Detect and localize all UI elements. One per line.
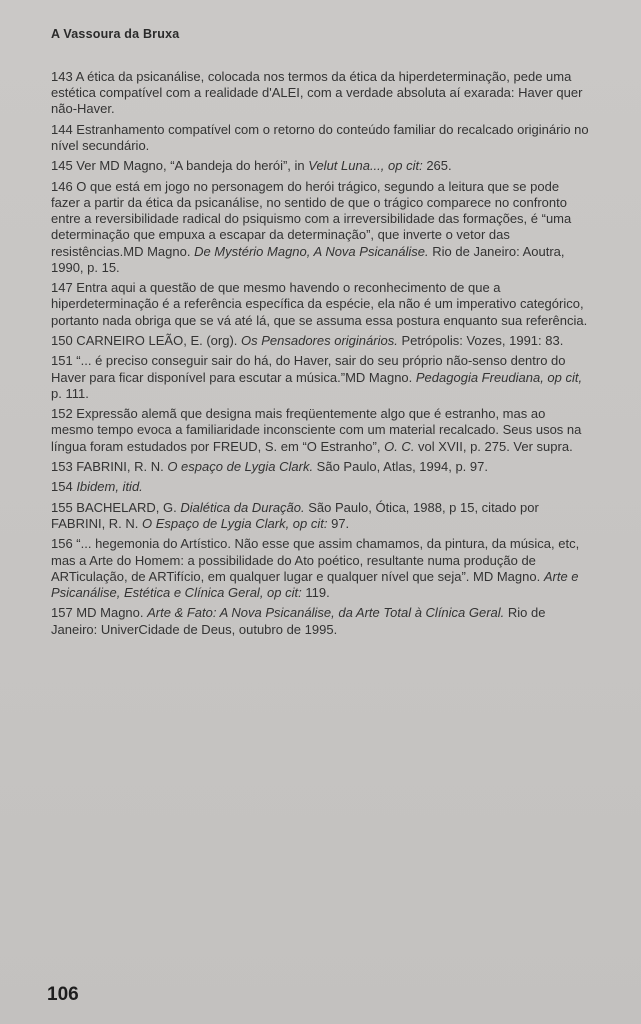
endnote-text: 97. bbox=[327, 515, 350, 531]
endnote-text: 119. bbox=[301, 584, 330, 600]
endnote-text: p. 111. bbox=[51, 385, 89, 401]
endnote-text: 153 FABRINI, R. N. bbox=[51, 458, 168, 474]
endnote-text: 152 Expressão alemã que designa mais freqüentemente algo que é estranho, mas ao mesmo tempo evoca a familiaridade inconsciente com um material recalcado. Seus usos na língua foram estudados por FREUD, S. em “O Estranho”, bbox=[51, 406, 582, 454]
endnote bbox=[51, 158, 591, 174]
endnote-text: 145 Ver MD Magno, “A bandeja do herói”, in bbox=[51, 158, 309, 174]
endnote-text: 265. bbox=[422, 158, 452, 174]
endnote-text: Rio de Janeiro: UniverCidade de Deus, outubro de 1995. bbox=[51, 605, 546, 637]
endnote-text: São Paulo, Ótica, 1988, p 15, citado por FABRINI, R. N. bbox=[51, 499, 539, 531]
page-number: 106 bbox=[47, 984, 79, 1005]
endnote-text: 143 A ética da psicanálise, colocada nos termos da ética da hiperdeterminação, pede uma estética compatível com a realidade d'ALEI, com a verdade absoluta aí exarada: Haver quer não-Haver. bbox=[51, 69, 583, 117]
endnote bbox=[51, 333, 591, 349]
endnote-italic-text: Arte & Fato: A Nova Psicanálise, da Arte Total à Clínica Geral. bbox=[147, 605, 505, 621]
endnote-text: 155 BACHELARD, G. bbox=[51, 499, 181, 515]
endnotes-list bbox=[51, 69, 591, 642]
endnote-italic-text: Arte e Psicanálise, Estética e Clínica Geral, op cit: bbox=[51, 568, 579, 600]
endnote bbox=[51, 280, 591, 329]
endnote-text: 147 Entra aqui a questão de que mesmo havendo o reconhecimento de que a hiperdeterminação é a referência específica da espécie, ela não é um imperativo categórico, portanto nada obriga que se vá até lá, que se assuma essa postura enquanto sua referência. bbox=[51, 280, 588, 328]
endnote bbox=[51, 69, 591, 118]
endnote-text: 146 O que está em jogo no personagem do herói trágico, segundo a leitura que se pode fazer a partir da ética da psicanálise, no sentido de que o trágico comparece no confronto entre a reversibilidade radical do psiquismo com a irreversibilidade das formações, é “uma determinação que empuxa a escapar da determinação”, que inverte o vetor das resistências.MD Magno. bbox=[51, 178, 572, 259]
endnote-italic-text: O Espaço de Lygia Clark, op cit: bbox=[142, 515, 328, 531]
endnote bbox=[51, 500, 591, 532]
endnote-text: Rio de Janeiro: Aoutra, 1990, p. 15. bbox=[51, 243, 565, 275]
endnote-italic-text: Os Pensadores originários. bbox=[241, 332, 398, 348]
endnote-italic-text: O espaço de Lygia Clark. bbox=[167, 458, 314, 474]
endnote bbox=[51, 353, 591, 402]
endnote-italic-text: Dialética da Duração. bbox=[180, 499, 305, 515]
endnote-text: vol XVII, p. 275. Ver supra. bbox=[414, 438, 573, 454]
endnote-text: Petrópolis: Vozes, 1991: 83. bbox=[397, 332, 564, 348]
endnote-text: 150 CARNEIRO LEÃO, E. (org). bbox=[51, 332, 242, 348]
endnote-text: 144 Estranhamento compatível com o retorno do conteúdo familiar do recalcado originário no nível secundário. bbox=[51, 121, 589, 153]
endnote-text: 157 MD Magno. bbox=[51, 605, 148, 621]
running-header: A Vassoura da Bruxa bbox=[51, 27, 180, 41]
endnote-text: 154 bbox=[51, 479, 77, 495]
endnote bbox=[51, 479, 591, 495]
endnote-italic-text: O. C. bbox=[384, 438, 415, 454]
endnote-italic-text: Velut Luna..., op cit: bbox=[308, 158, 423, 174]
endnote-italic-text: De Mystério Magno, A Nova Psicanálise. bbox=[194, 243, 429, 259]
endnote-text: São Paulo, Atlas, 1994, p. 97. bbox=[313, 458, 488, 474]
endnote bbox=[51, 459, 591, 475]
endnote bbox=[51, 406, 591, 455]
endnote-italic-text: Ibidem, itid. bbox=[76, 479, 143, 495]
endnote-text: 151 “... é preciso conseguir sair do há, do Haver, sair do seu próprio não-senso dentro do Haver para ficar disponível para escutar a música.”MD Magno. bbox=[51, 353, 566, 385]
endnote-italic-text: Pedagogia Freudiana, op cit, bbox=[415, 369, 583, 385]
endnote-text: 156 “... hegemonia do Artístico. Não esse que assim chamamos, da pintura, da música, etc, mas a Arte do Homem: a possibilidade do Ato poético, resultante numa produção de ARTiculação, de ARTifício, em qualquer lugar e qualquer nível que seja”. MD Magno. bbox=[51, 536, 580, 584]
endnote bbox=[51, 179, 591, 276]
endnote bbox=[51, 605, 591, 637]
endnote bbox=[51, 536, 591, 601]
endnote bbox=[51, 122, 591, 154]
